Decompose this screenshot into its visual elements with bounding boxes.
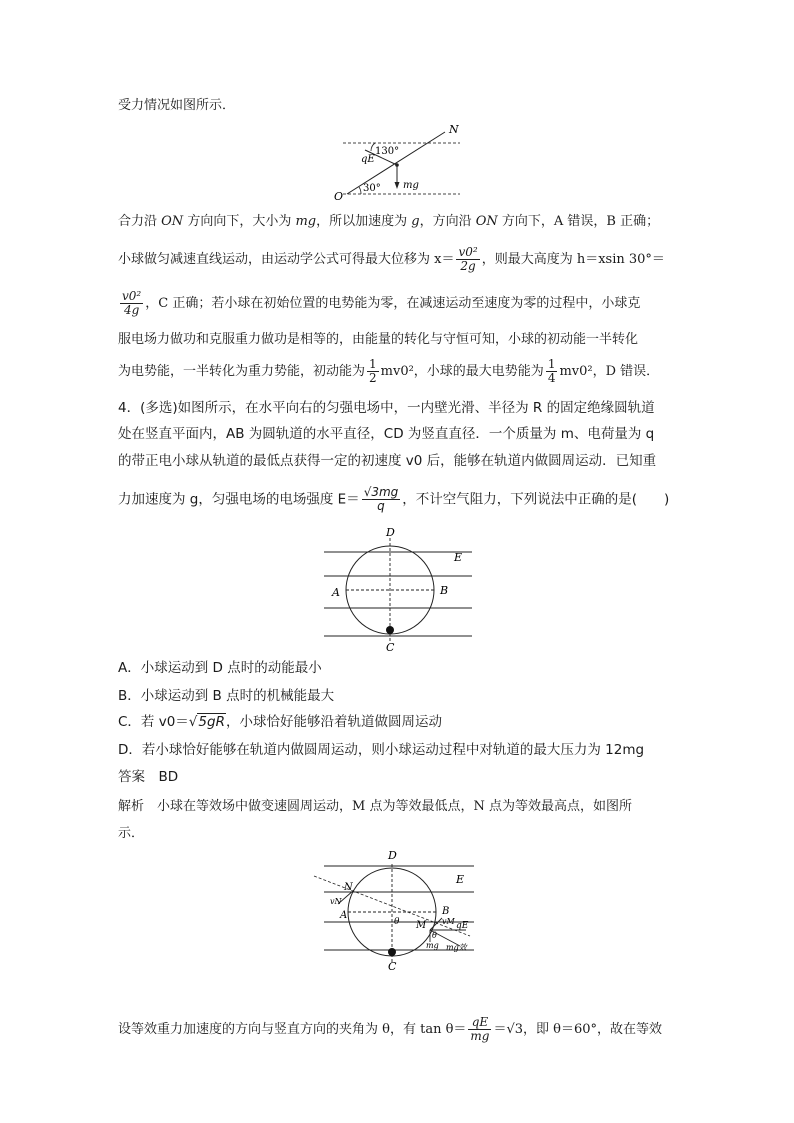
label-E: E	[456, 873, 465, 886]
label-M: M	[416, 920, 427, 931]
label-qE: qE	[361, 154, 375, 165]
label-vN: vN	[330, 897, 342, 906]
label-A: A	[340, 910, 348, 921]
label-mg-eff: mg效	[446, 943, 467, 952]
label-A: A	[332, 586, 340, 599]
label-C: C	[386, 641, 395, 654]
question-line: 的带正电小球从轨道的最低点获得一定的初速度 v0 后，能够在轨道内做圆周运动．已知重	[118, 453, 657, 469]
label-D: D	[386, 526, 395, 539]
analysis-line: 解析 小球在等效场中做变速圆周运动，M 点为等效最低点，N 点为等效最高点，如图所	[118, 799, 632, 814]
label-angle-bottom: 30°	[363, 183, 381, 194]
force-diagram	[325, 120, 475, 202]
circle-track-diagram	[320, 524, 480, 656]
text-line: 合力沿 ON 方向向下，大小为 mg，所以加速度为 g，方向沿 ON 方向下，A 错误，B 正确；	[118, 214, 660, 229]
question-line: 4．(多选)如图所示，在水平向右的匀强电场中，一内壁光滑、半径为 R 的固定绝缘圆轨道	[118, 400, 655, 416]
label-N: N	[344, 882, 353, 893]
label-O: O	[334, 190, 344, 202]
option-d: D．若小球恰好能够在轨道内做圆周运动，则小球运动过程中对轨道的最大压力为 12mg	[118, 742, 645, 758]
label-D: D	[388, 849, 397, 862]
option-c: C．若 v0＝√5gR，小球恰好能够沿着轨道做圆周运动	[118, 714, 442, 730]
option-a: A．小球运动到 D 点时的动能最小	[118, 660, 322, 676]
label-B: B	[442, 906, 450, 917]
label-E: E	[454, 551, 463, 564]
answer: 答案 BD	[118, 769, 179, 785]
text-line: $\frac{\text{v0²}}{4g}$ ，C 正确；若小球在初始位置的电势能为零，在减速运动至速度为零的过程中，小球克	[122, 289, 641, 317]
text-line: 受力情况如图所示．	[118, 98, 236, 113]
label-theta-2: θ	[432, 931, 437, 940]
option-b: B．小球运动到 B 点时的机械能最大	[118, 688, 335, 704]
question-line: 处在竖直平面内，AB 为圆轨道的水平直径，CD 为竖直直径．一个质量为 m、电荷量为 q	[118, 426, 655, 442]
label-vM: vM	[442, 917, 455, 926]
label-theta: θ	[394, 917, 400, 927]
text-line: 设等效重力加速度的方向与竖直方向的夹角为 θ，有 tan θ＝ $\frac{qE}{mg}$ ＝√3，即 θ＝60°，故在等效	[118, 1015, 663, 1043]
text-line: 小球做匀减速直线运动，由运动学公式可得最大位移为 x＝ $\frac{\text{v0²}}{2g}$ ，则最大高度为 h＝xsin 30°＝	[118, 245, 665, 273]
label-qE: qE	[456, 921, 469, 931]
label-angle-top: 130°	[375, 146, 400, 157]
text-line: 服电场力做功和克服重力做功是相等的，由能量的转化与守恒可知，小球的初动能一半转化	[118, 332, 639, 347]
label-mg: mg	[426, 941, 439, 950]
fraction: $\frac{\text{v0²}}{2g}$	[458, 245, 478, 273]
label-N: N	[449, 123, 459, 136]
label-C: C	[388, 960, 397, 973]
label-B: B	[440, 584, 449, 597]
question-line: 力加速度为 g，匀强电场的电场强度 E＝ $\frac{√3mg}{q}$ ，不计空气阻力，下列说法中正确的是( )	[118, 485, 670, 513]
analysis-line: 示．	[118, 826, 145, 841]
fraction: $\frac{\text{v0²}}{4g}$	[122, 289, 142, 317]
text-line: 为电势能，一半转化为重力势能，初动能为 $\frac{1}{2}$ mv0²，小球的最大电势能为 $\frac{1}{4}$ mv0²，D 错误．	[118, 357, 660, 385]
equivalent-field-diagram	[310, 846, 490, 978]
label-mg: mg	[403, 180, 419, 191]
